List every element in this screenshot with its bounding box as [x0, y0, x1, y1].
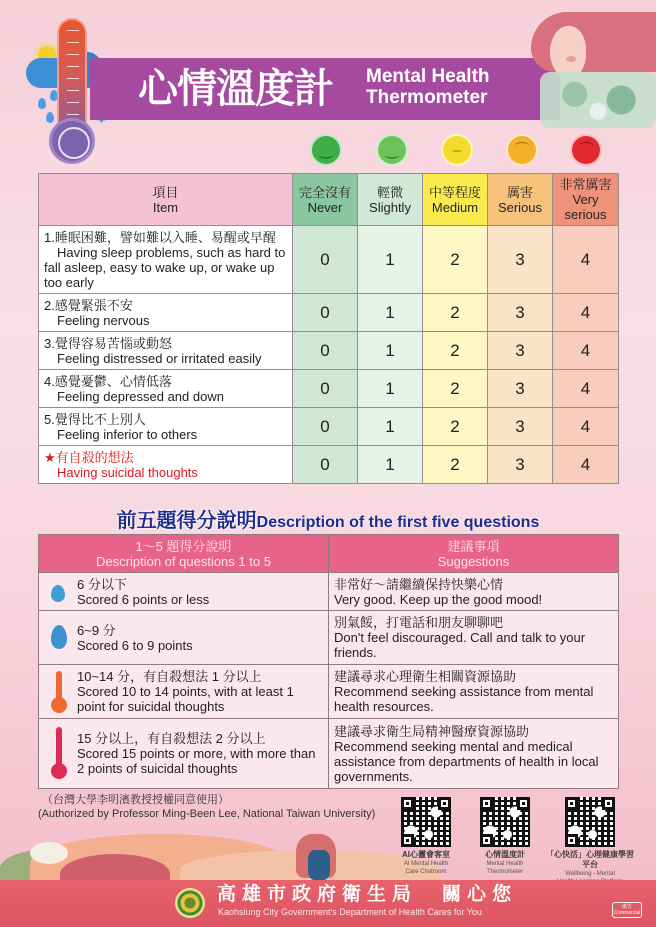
score-cell[interactable]: 3	[488, 332, 553, 370]
score-cell[interactable]: 2	[423, 446, 488, 484]
score-cell[interactable]: 0	[293, 226, 358, 294]
score-table-header	[39, 535, 619, 573]
score-cell[interactable]: 0	[293, 332, 358, 370]
item-label: 4.感覺憂鬱、心情低落 Feeling depressed and down	[39, 370, 293, 408]
score-cell[interactable]: 1	[358, 446, 423, 484]
score-cell[interactable]: 2	[423, 332, 488, 370]
score-row	[39, 611, 619, 665]
blue-drop-icon	[51, 625, 67, 649]
neutral-face-icon: –	[441, 134, 473, 166]
title-en-line2: Thermometer	[366, 87, 488, 108]
column-header-medium: 中等程度 Medium	[423, 174, 488, 226]
score-cell[interactable]: 2	[423, 226, 488, 294]
column-header-never: 完全沒有 Never	[293, 174, 358, 226]
score-row	[39, 573, 619, 611]
table-row-suicidal-thoughts	[39, 446, 619, 484]
score-description: 6 分以下 Scored 6 points or less	[39, 573, 329, 611]
suggestion: 別氣餒，打電話和朋友聊聊吧 Don't feel discouraged. Call and talk to your friends.	[329, 611, 619, 665]
thermometer-bulb-icon	[49, 118, 95, 164]
happy-face-icon: ‿	[376, 134, 408, 166]
score-cell[interactable]: 0	[293, 370, 358, 408]
score-cell[interactable]: 0	[293, 294, 358, 332]
score-cell[interactable]: 2	[423, 294, 488, 332]
score-cell[interactable]: 1	[358, 370, 423, 408]
item-label: ★有自殺的想法 Having suicidal thoughts	[39, 446, 293, 484]
score-description: 10~14 分，有自殺想法 1 分以上 Scored 10 to 14 points, with at least 1 point for suicidal thoughts	[39, 665, 329, 719]
score-table	[38, 534, 619, 789]
qr-code-icon[interactable]	[480, 797, 530, 847]
mood-faces	[300, 128, 620, 172]
raindrop-icon	[46, 112, 54, 123]
angry-face-icon: ⌒	[570, 134, 602, 166]
raindrop-icon	[38, 98, 46, 109]
column-header-suggestions: 建議事項 Suggestions	[329, 535, 619, 573]
column-header-description: 1～5 題得分說明 Description of questions 1 to 5	[39, 535, 329, 573]
score-cell[interactable]: 0	[293, 446, 358, 484]
item-label: 1.睡眠困難，譬如難以入睡、易醒或早醒 Having sleep problems, such as hard to fall asleep, easy to wake up, or wake up too early	[39, 226, 293, 294]
score-cell[interactable]: 3	[488, 226, 553, 294]
table-row	[39, 370, 619, 408]
qr-code-icon[interactable]	[401, 797, 451, 847]
orange-thermometer-icon	[51, 671, 67, 713]
score-cell[interactable]: 0	[293, 408, 358, 446]
footer-title: 高雄市政府衛生局 關心您	[217, 884, 518, 905]
qr-code-icon[interactable]	[565, 797, 615, 847]
health-department-logo-icon	[175, 888, 205, 918]
title-en-line1: Mental Health	[366, 66, 490, 87]
score-cell[interactable]: 3	[488, 370, 553, 408]
score-cell[interactable]: 3	[488, 408, 553, 446]
column-header-serious: 厲害 Serious	[488, 174, 553, 226]
score-cell[interactable]: 4	[553, 408, 619, 446]
score-cell[interactable]: 2	[423, 370, 488, 408]
page-title-en	[366, 66, 490, 108]
score-cell[interactable]: 3	[488, 294, 553, 332]
suggestion: 非常好～請繼續保持快樂心情 Very good. Keep up the good mood!	[329, 573, 619, 611]
table-row	[39, 294, 619, 332]
score-cell[interactable]: 1	[358, 294, 423, 332]
score-description: 15 分以上，有自殺想法 2 分以上 Scored 15 points or more, with more than 2 points of suicidal thoughts	[39, 719, 329, 789]
score-cell[interactable]: 1	[358, 408, 423, 446]
suggestion: 建議尋求衛生局精神醫療資源協助 Recommend seeking mental and medical assistance from departments of health in local governments.	[329, 719, 619, 789]
table-header-row	[39, 174, 619, 226]
blue-drop-icon	[51, 585, 65, 602]
table-row	[39, 408, 619, 446]
score-row	[39, 665, 619, 719]
authorization-credit: （台灣大學李明濱教授授權同意使用） (Authorized by Professor Ming-Been Lee, National Taiwan University)	[38, 794, 376, 820]
footer-subtitle: Kaohsiung City Government's Department of Health Cares for You	[218, 907, 482, 917]
advertisement-badge: 廣告 Commercial	[613, 904, 641, 916]
score-description: 6~9 分 Scored 6 to 9 points	[39, 611, 329, 665]
page-title: 心情溫度計	[138, 65, 333, 112]
hills-illustration	[0, 830, 440, 882]
suggestion: 建議尋求心理衛生相關資源協助 Recommend seeking assistance from mental health resources.	[329, 665, 619, 719]
score-cell[interactable]: 4	[553, 226, 619, 294]
woman-illustration	[526, 8, 656, 123]
score-row	[39, 719, 619, 789]
rating-table	[38, 173, 619, 484]
column-header-slightly: 輕微 Slightly	[358, 174, 423, 226]
score-cell[interactable]: 4	[553, 370, 619, 408]
qr-ai-chatroom[interactable]: AI心靈會客室 AI Mental Health Care Chatroom	[386, 797, 466, 876]
section-title: 前五題得分說明Description of the first five questions	[116, 510, 540, 532]
sad-face-icon: ⌒	[506, 134, 538, 166]
score-cell[interactable]: 1	[358, 332, 423, 370]
table-row	[39, 332, 619, 370]
item-label: 3.覺得容易苦惱或動怒 Feeling distressed or irritated easily	[39, 332, 293, 370]
column-header-very-serious: 非常厲害 Very serious	[553, 174, 619, 226]
column-header-item: 項目 Item	[39, 174, 293, 226]
item-label: 2.感覺緊張不安 Feeling nervous	[39, 294, 293, 332]
score-cell[interactable]: 4	[553, 446, 619, 484]
table-row	[39, 226, 619, 294]
qr-mental-thermometer[interactable]: 心情溫度計 Mental Health Thermometer	[465, 797, 545, 876]
red-thermometer-icon	[51, 727, 67, 779]
sheep-icon	[30, 842, 68, 864]
qr-wellbeing-platform[interactable]: 「心快活」心理健康學習平台 Wellbeing - Mental	[545, 797, 635, 886]
very-happy-face-icon: ‿	[310, 134, 342, 166]
score-cell[interactable]: 4	[553, 332, 619, 370]
score-cell[interactable]: 2	[423, 408, 488, 446]
score-cell[interactable]: 3	[488, 446, 553, 484]
score-cell[interactable]: 4	[553, 294, 619, 332]
score-cell[interactable]: 1	[358, 226, 423, 294]
item-label: 5.覺得比不上別人 Feeling inferior to others	[39, 408, 293, 446]
